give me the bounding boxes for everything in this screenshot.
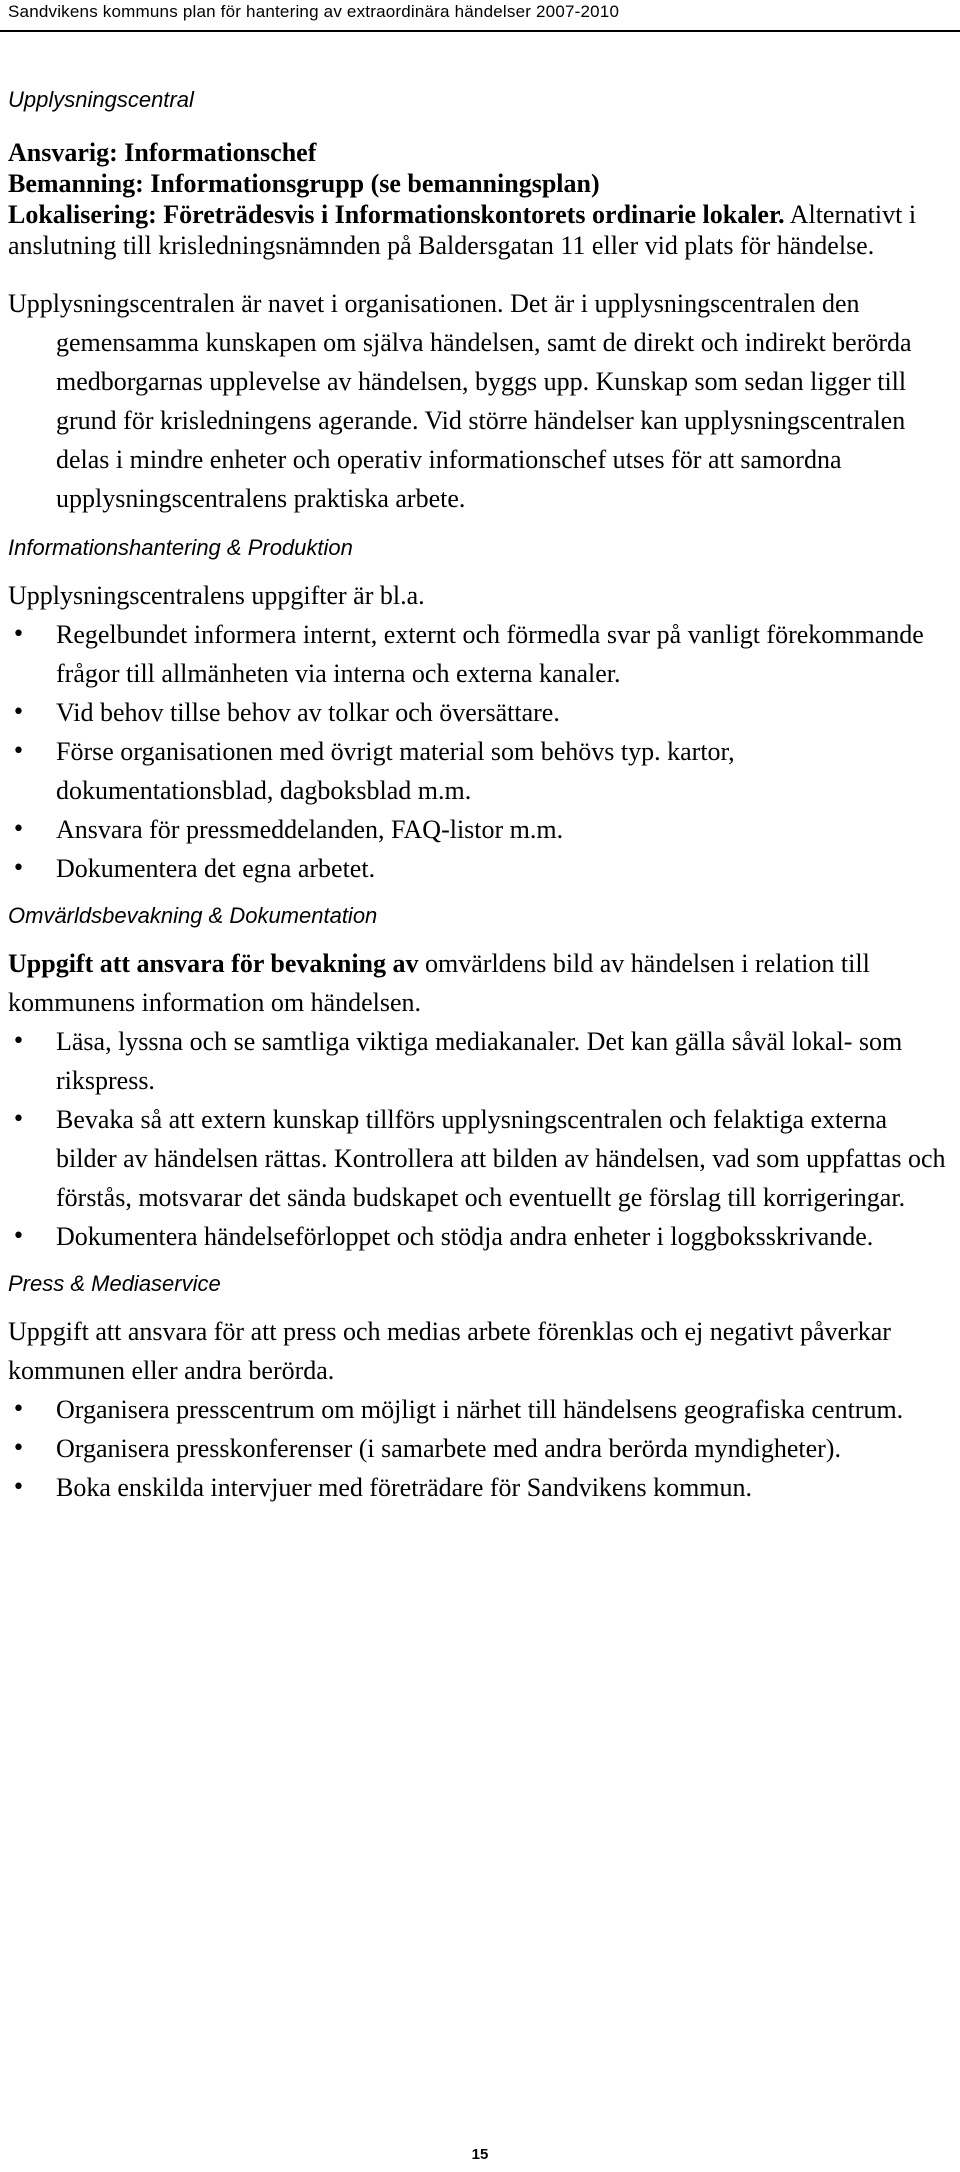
section-heading-information: Informationshantering & Produktion [8,535,353,560]
monitoring-lead-bold: Uppgift att ansvara för bevakning av [8,949,419,978]
list-item: • Organisera presscentrum om möjligt i närhet till händelsens geografiska centrum. [8,1390,953,1429]
bullet-icon: • [12,817,25,842]
responsible-line: Ansvarig: Informationschef [8,138,317,167]
list-item: • Ansvara för pressmeddelanden, FAQ-listor m.m. [8,810,953,849]
monitoring-lead [8,944,953,1022]
section-heading-monitoring: Omvärldsbevakning & Dokumentation [8,903,378,928]
bullet-icon: • [12,1224,25,1249]
list-item: • Bevaka så att extern kunskap tillförs upplysningscentralen och felaktiga externa bilder av händelsen rättas. Kontrollera att bilden av händelsen, vad som uppfattas och förstås, motsvarar det sända budskapet och eventuellt ge förslag till korrigeringar. [8,1100,953,1217]
monitoring-list [8,1022,953,1256]
section-heading-upplysningscentral: Upplysningscentral [8,87,194,112]
section-heading-press: Press & Mediaservice [8,1271,221,1296]
list-item: • Boka enskilda intervjuer med företrädare för Sandvikens kommun. [8,1468,953,1507]
list-item: • Läsa, lyssna och se samtliga viktiga mediakanaler. Det kan gälla såväl lokal- som rikspress. [8,1022,953,1100]
list-item: • Dokumentera det egna arbetet. [8,849,953,888]
bullet-icon: • [12,622,25,647]
bullet-icon: • [12,1107,25,1132]
bullet-icon: • [12,739,25,764]
list-item: • Dokumentera händelseförloppet och stödja andra enheter i loggboksskrivande. [8,1217,953,1256]
list-item: • Förse organisationen med övrigt material som behövs typ. kartor, dokumentationsblad, dagboksblad m.m. [8,732,953,810]
intro-rest: Det är i upplysningscentralen den gemensamma kunskapen om själva händelsen, samt de direkt och indirekt berörda medborgarnas upplevelse av händelsen, byggs upp. Kunskap som sedan ligger till grund för krisledningens agerande. Vid större händelser kan upplysningscentralen delas i mindre enheter och operativ informationschef utses för att samordna upplysningscentralens praktiska arbete. [56,289,912,513]
list-item: • Organisera presskonferenser (i samarbete med andra berörda myndigheter). [8,1429,953,1468]
monitoring-lead-rest: omvärldens bild av händelsen i relation till kommunens information om händelsen. [8,949,870,1017]
press-lead: Uppgift att ansvara för att press och medias arbete förenklas och ej negativt påverkar kommunen eller andra berörda. [8,1317,891,1385]
bullet-icon: • [12,856,25,881]
header-divider [0,30,960,32]
bullet-icon: • [12,1436,25,1461]
location-text: Alternativt i anslutning till krisledningsnämnden på Baldersgatan 11 eller vid plats för händelse. [8,200,917,260]
running-header: Sandvikens kommuns plan för hantering av extraordinära händelser 2007-2010 [8,2,620,21]
intro-first-sentence: Upplysningscentralen är navet i organisationen. [8,289,504,318]
bullet-icon: • [12,1029,25,1054]
press-list [8,1390,953,1507]
location-label: Lokalisering: Företrädesvis i Informationskontorets ordinarie lokaler. [8,200,785,229]
location-paragraph [8,199,953,261]
bullet-icon: • [12,700,25,725]
information-list [8,615,953,888]
list-item: • Vid behov tillse behov av tolkar och översättare. [8,693,953,732]
bullet-icon: • [12,1475,25,1500]
staffing-line: Bemanning: Informationsgrupp (se bemanningsplan) [8,169,600,198]
page-number: 15 [471,2146,489,2163]
bullet-icon: • [12,1397,25,1422]
page-content [8,86,953,1507]
intro-paragraph [8,284,953,518]
information-lead: Upplysningscentralens uppgifter är bl.a. [8,581,425,610]
list-item: • Regelbundet informera internt, externt och förmedla svar på vanligt förekommande frågor till allmänheten via interna och externa kanaler. [8,615,953,693]
